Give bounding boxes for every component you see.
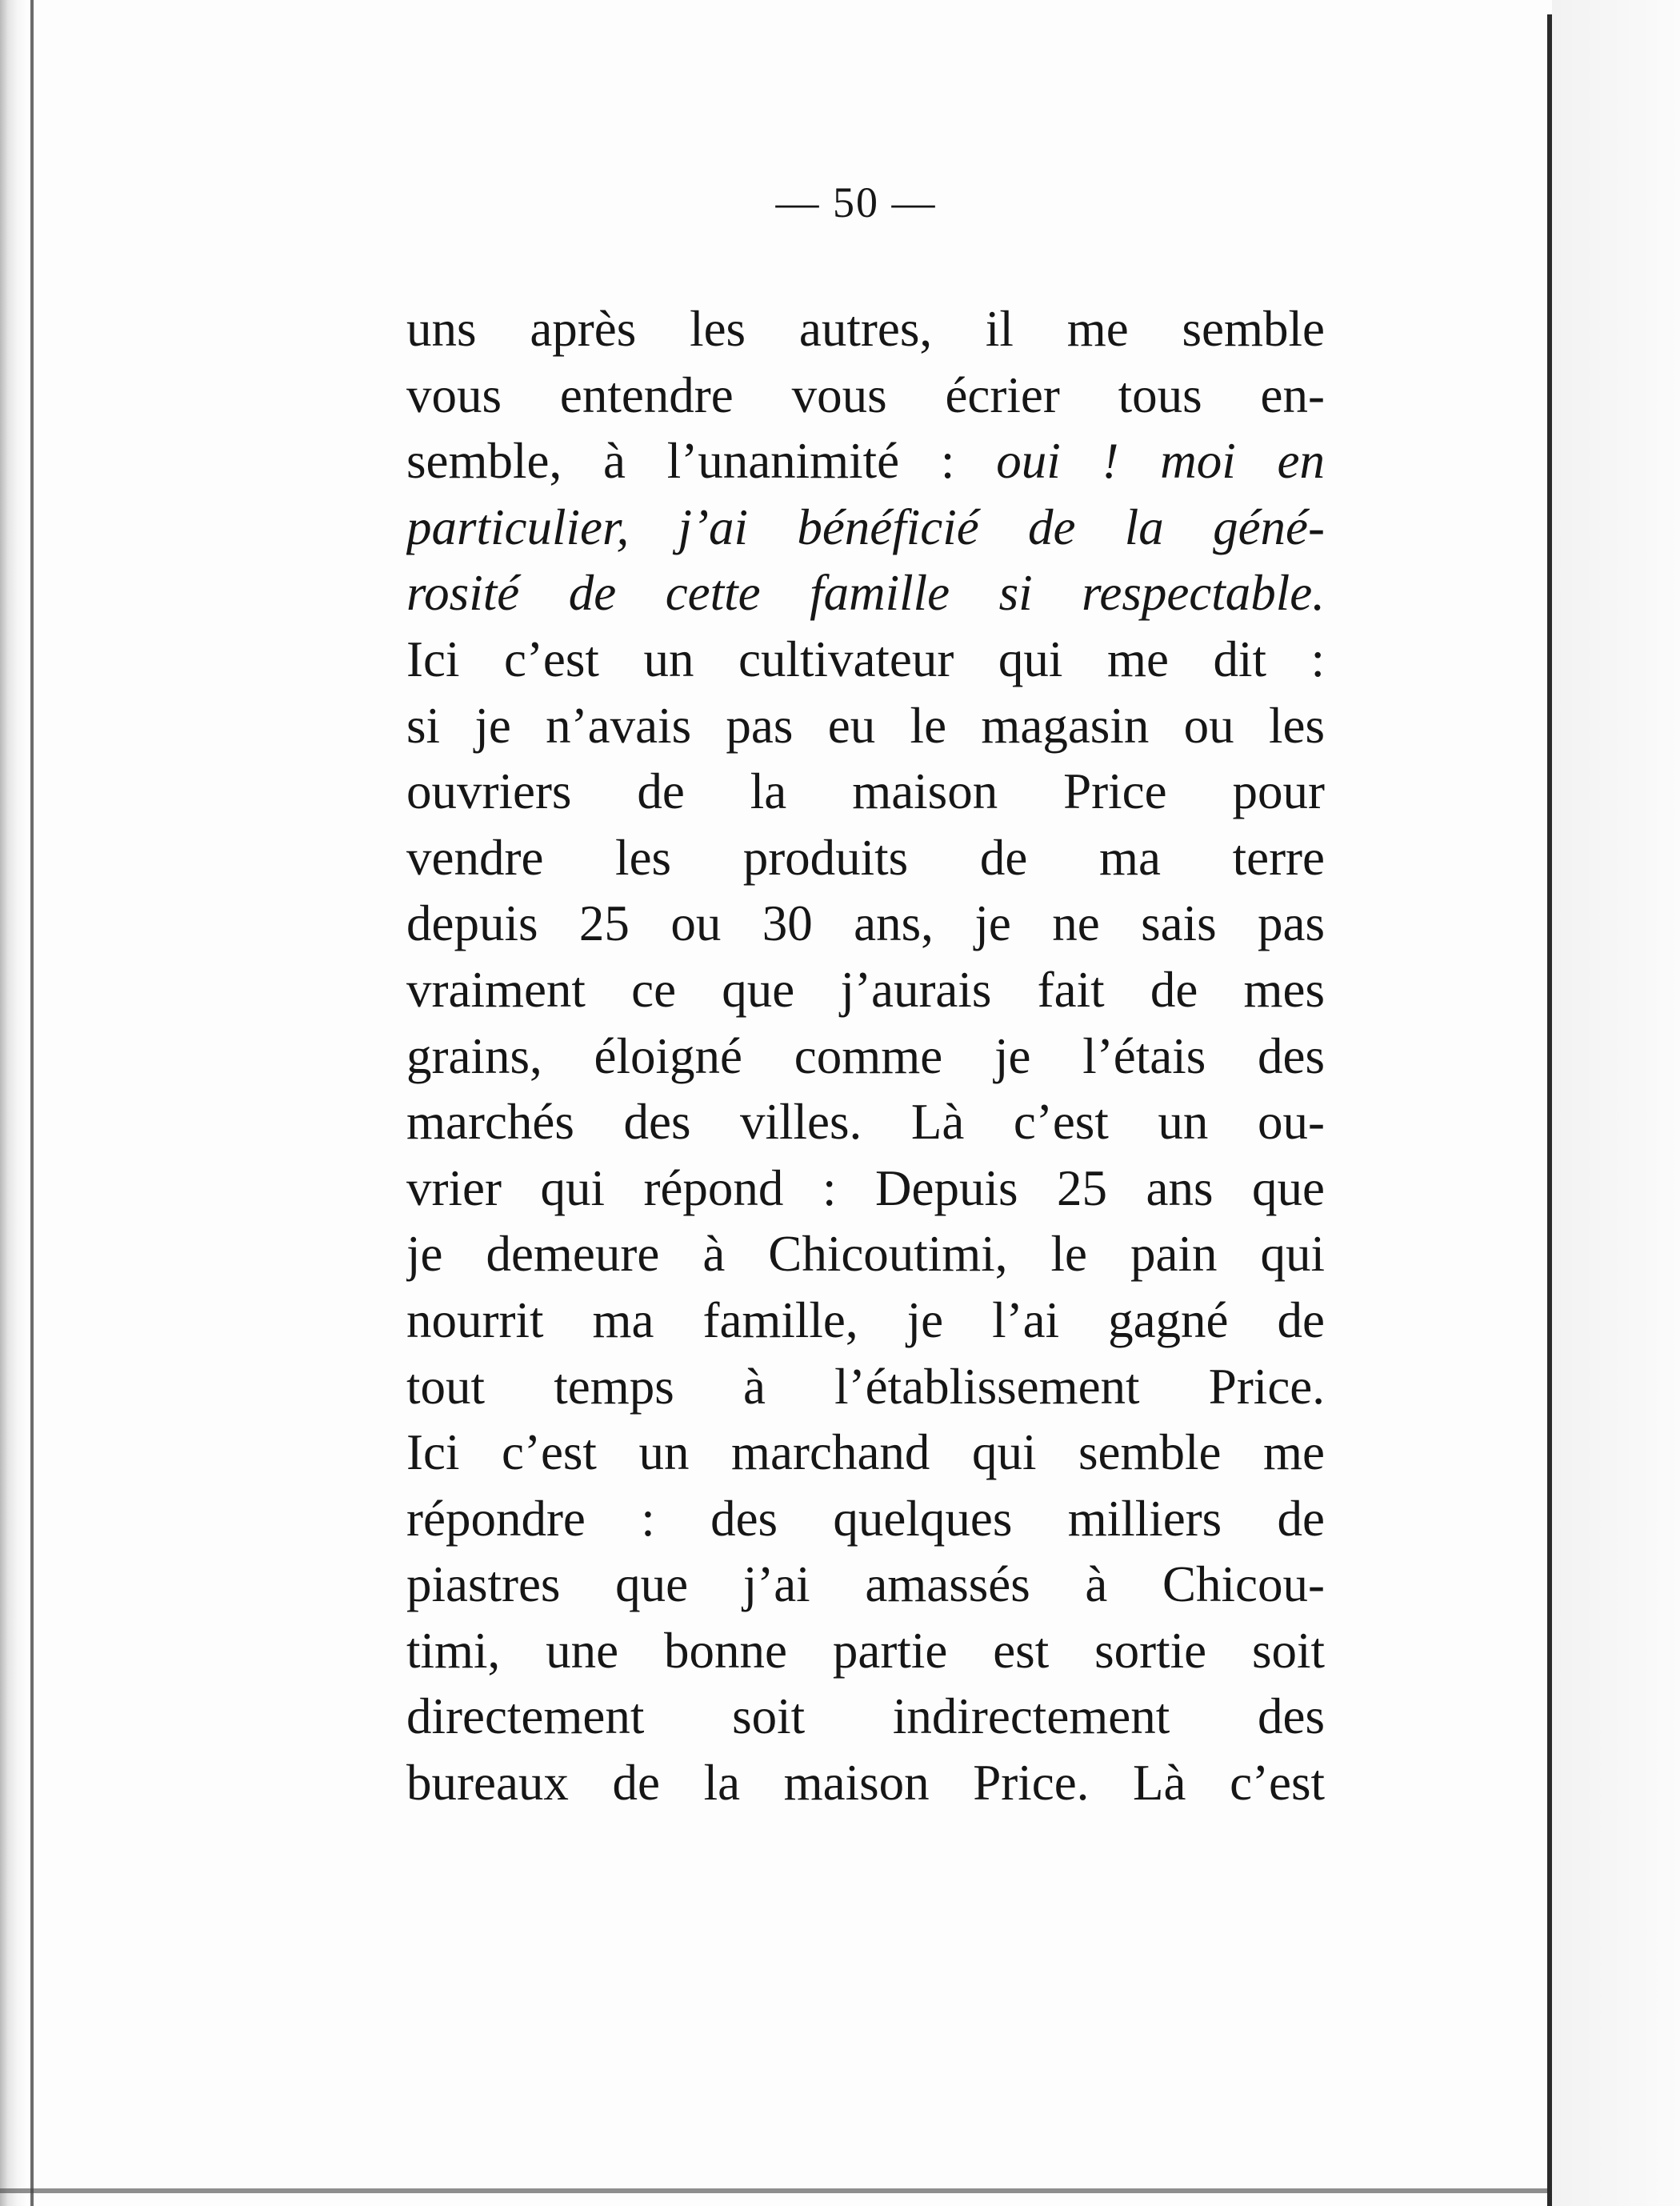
text-line bbox=[406, 1684, 1325, 1750]
text-line bbox=[406, 759, 1325, 825]
italic-text-segment: particulier, j’ai bénéficié de la géné- bbox=[406, 498, 1325, 555]
scan-left-edge-line bbox=[30, 0, 34, 2206]
text-segment: ouvriers de la maison Price pour bbox=[406, 763, 1325, 820]
text-segment: uns après les autres, il me semble bbox=[406, 301, 1325, 357]
text-segment: répondre : des quelques milliers de bbox=[406, 1490, 1325, 1547]
text-segment: bureaux de la maison Price. Là c’est bbox=[406, 1755, 1325, 1812]
italic-text-segment: oui ! moi en bbox=[996, 433, 1325, 490]
text-segment: marchés des villes. Là c’est un ou- bbox=[406, 1094, 1325, 1151]
text-line bbox=[406, 891, 1325, 957]
text-segment: directement soit indirectement des bbox=[406, 1688, 1325, 1745]
text-line bbox=[406, 1419, 1325, 1486]
page-number: — 50 — bbox=[775, 178, 937, 226]
text-line bbox=[406, 1023, 1325, 1090]
text-segment: Ici c’est un marchand qui semble me bbox=[406, 1424, 1325, 1481]
text-line bbox=[406, 362, 1325, 429]
text-line bbox=[406, 693, 1325, 759]
text-segment: tout temps à l’établissement Price. bbox=[406, 1358, 1325, 1415]
text-line bbox=[406, 1155, 1325, 1222]
body-text bbox=[406, 296, 1325, 1816]
scan-right-margin bbox=[1552, 0, 1680, 2206]
text-segment: je demeure à Chicoutimi, le pain qui bbox=[406, 1226, 1325, 1283]
text-line bbox=[406, 1750, 1325, 1816]
scan-bottom-edge-line bbox=[0, 2188, 1547, 2193]
text-line bbox=[406, 825, 1325, 891]
text-line bbox=[406, 957, 1325, 1023]
text-line bbox=[406, 560, 1325, 627]
scan-left-margin bbox=[0, 0, 27, 2206]
text-line bbox=[406, 627, 1325, 693]
text-segment: grains, éloigné comme je l’étais des bbox=[406, 1027, 1325, 1084]
text-line bbox=[406, 1287, 1325, 1354]
text-line bbox=[406, 1354, 1325, 1420]
text-segment: vendre les produits de ma terre bbox=[406, 829, 1325, 886]
text-segment: si je n’avais pas eu le magasin ou les bbox=[406, 697, 1325, 754]
text-segment: nourrit ma famille, je l’ai gagné de bbox=[406, 1291, 1325, 1348]
text-segment: depuis 25 ou 30 ans, je ne sais pas bbox=[406, 895, 1325, 952]
text-line bbox=[406, 494, 1325, 561]
text-segment: Ici c’est un cultivateur qui me dit : bbox=[406, 631, 1325, 687]
scan-right-edge-line bbox=[1547, 14, 1552, 2206]
text-line bbox=[406, 1618, 1325, 1684]
text-segment: vraiment ce que j’aurais fait de mes bbox=[406, 961, 1325, 1018]
text-line bbox=[406, 428, 1325, 494]
text-segment: semble, à l’unanimité : bbox=[406, 433, 997, 490]
text-segment: timi, une bonne partie est sortie soit bbox=[406, 1622, 1325, 1679]
text-line bbox=[406, 1551, 1325, 1618]
text-line bbox=[406, 1486, 1325, 1552]
text-segment: piastres que j’ai amassés à Chicou- bbox=[406, 1556, 1325, 1613]
text-line bbox=[406, 296, 1325, 362]
text-segment: vrier qui répond : Depuis 25 ans que bbox=[406, 1159, 1325, 1216]
text-line bbox=[406, 1221, 1325, 1287]
text-line bbox=[406, 1089, 1325, 1155]
text-segment: vous entendre vous écrier tous en- bbox=[406, 366, 1325, 423]
italic-text-segment: rosité de cette famille si respectable. bbox=[406, 565, 1325, 622]
